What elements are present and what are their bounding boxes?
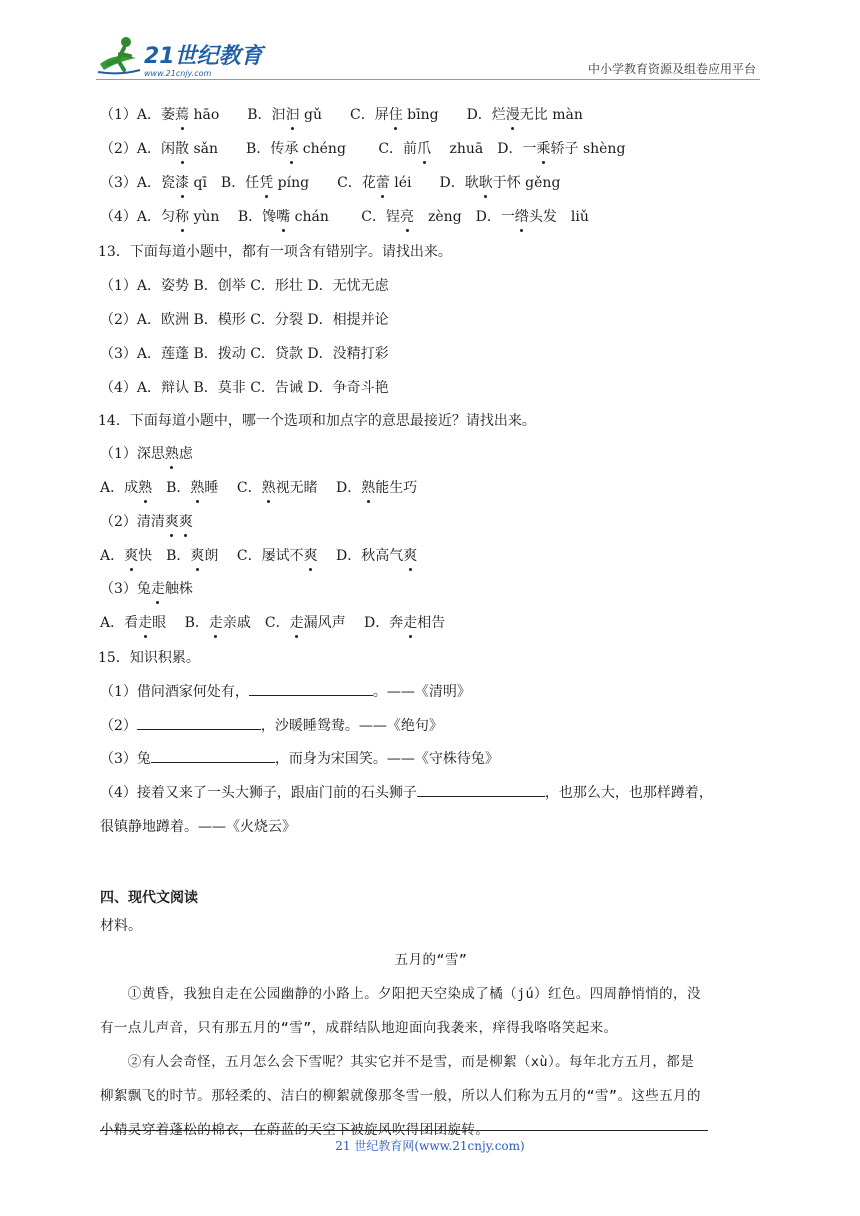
row-text: （4）接着又来了一头大狮子，跟庙门前的石头狮子: [100, 785, 417, 801]
row-text: 视无睹 D．: [275, 480, 362, 496]
row-text: （3）兔: [100, 751, 151, 767]
row-text: 睡 C．: [204, 480, 262, 496]
dotted-char: 蕾: [376, 172, 390, 192]
running-figure-icon: [96, 34, 142, 78]
site-logo[interactable]: [96, 34, 263, 78]
q15-row-4: [100, 782, 713, 802]
row-text: D．秋高气: [317, 548, 404, 564]
q14-sub-2: [100, 511, 193, 531]
q14-options-3: [100, 612, 445, 632]
dotted-char: 爽: [124, 545, 138, 565]
row-text: ，沙暖睡鸳鸯。——《绝句》: [260, 718, 443, 734]
dotted-char: 爽: [190, 545, 204, 565]
passage-title: 五月的“雪”: [394, 952, 468, 968]
header-divider: [96, 79, 760, 80]
row-text: 虑: [178, 446, 193, 462]
passage-line: 小精灵穿着蓬松的棉衣，在蔚蓝的天空下被旋风吹得团团旋转。: [100, 1122, 490, 1138]
row-text: 于怀 gěng: [492, 175, 561, 191]
fill-blank[interactable]: [137, 715, 261, 730]
row-text: ，而身为宋国笑。——《守株待兔》: [274, 751, 499, 767]
dotted-char: 凭: [259, 172, 273, 192]
dotted-char: 走: [151, 578, 165, 598]
row-text: yùn B．馋: [189, 209, 277, 225]
row-text: 无比 màn: [519, 107, 583, 123]
q12-row-3: [100, 172, 560, 192]
dotted-char: 亮: [400, 206, 414, 226]
passage-line: 有一点儿声音，只有那五月的“雪”，成群结队地迎面向我袭来，痒得我咯咯笑起来。: [100, 1020, 618, 1036]
row-text: píng C．花: [273, 175, 376, 191]
dotted-char: 爽: [179, 511, 193, 531]
row-text: chán C．锃: [290, 209, 401, 225]
row-text: （2）清清: [100, 514, 165, 530]
dotted-char: 走: [138, 612, 152, 632]
dotted-char: 承: [284, 138, 298, 158]
row-text: 。——《清明》: [372, 684, 471, 700]
footer-link[interactable]: 21 世纪教育网(www.21cnjy.com): [335, 1139, 525, 1153]
row-text: （3）兔: [100, 581, 151, 597]
dotted-char: 熟: [190, 477, 204, 497]
q13-row-1: （1）A．姿势 B．创举 C．形壮 D．无忧无虑: [100, 278, 389, 294]
row-text: gǔ C．屏: [299, 107, 389, 123]
passage-line: ①黄昏，我独自走在公园幽静的小路上。夕阳把天空染成了橘（jú）红色。四周静悄悄的，没: [100, 986, 701, 1002]
passage-line: ②有人会奇怪，五月怎么会下雪呢？其实它并不是雪，而是柳絮（xù）。每年北方五月，都是: [100, 1054, 695, 1070]
material-label: 材料。: [100, 918, 142, 934]
row-text: bīng D．烂: [402, 107, 506, 123]
dotted-char: 熟: [361, 477, 375, 497]
q15-row-1: [100, 681, 471, 701]
passage-line: 柳絮飘飞的时节。那轻柔的、洁白的柳絮就像那冬雪一般，所以人们称为五月的“雪”。这些五月的: [100, 1088, 701, 1104]
row-text: A．成: [100, 480, 139, 496]
logo-url: www.21cnjy.com: [144, 69, 212, 78]
row-text: hāo B．汩: [189, 107, 286, 123]
row-text: B．: [152, 480, 191, 496]
row-text: léi D．耿: [389, 175, 479, 191]
q12-row-1: [100, 104, 583, 124]
q14-sub-1: [100, 443, 193, 463]
row-text: sǎn B．传: [189, 141, 285, 157]
row-text: （1）A．萎: [100, 107, 176, 123]
dotted-char: 乘: [537, 138, 551, 158]
section-title: 四、现代文阅读: [100, 890, 198, 906]
row-text: （3）A．瓷: [100, 175, 176, 191]
dotted-char: 熟: [138, 477, 152, 497]
dotted-char: 耿: [479, 172, 493, 192]
row-text: 轿子 shèng: [550, 141, 626, 157]
dotted-char: 熟: [165, 443, 179, 463]
dotted-char: 嘴: [276, 206, 290, 226]
fill-blank[interactable]: [417, 782, 545, 797]
dotted-char: 汩: [286, 104, 300, 124]
row-text: zhuā D．一: [431, 141, 537, 157]
dotted-char: 漆: [175, 172, 189, 192]
row-text: 能生巧: [375, 480, 418, 496]
dotted-char: 称: [175, 206, 189, 226]
dotted-char: 爪: [417, 138, 431, 158]
row-text: 触株: [164, 581, 193, 597]
dotted-char: 走: [290, 612, 304, 632]
q15-row-4-cont: 很镇静地蹲着。——《火烧云》: [100, 819, 296, 835]
dotted-char: 漫: [506, 104, 520, 124]
q13-row-4: （4）A．辩认 B．莫非 C．告诫 D．争奇斗艳: [100, 380, 389, 396]
row-text: 朗 C．屡试不: [204, 548, 304, 564]
fill-blank[interactable]: [151, 748, 275, 763]
q14-sub-3: [100, 578, 193, 598]
fill-blank[interactable]: [249, 681, 373, 696]
row-text: （2）: [100, 718, 137, 734]
q12-row-4: [100, 206, 589, 226]
dotted-char: 熟: [262, 477, 276, 497]
q15-row-2: [100, 715, 443, 735]
q14-options-1: [100, 477, 417, 497]
dotted-char: 走: [403, 612, 417, 632]
row-text: 相告: [417, 615, 446, 631]
dotted-char: 走: [209, 612, 223, 632]
q15-row-3: [100, 748, 499, 768]
dotted-char: 爽: [304, 545, 318, 565]
platform-name: 中小学教育资源及组卷应用平台: [587, 62, 756, 76]
dotted-char: 散: [175, 138, 189, 158]
footer-divider: [100, 1130, 708, 1131]
q15-title: 15．知识积累。: [98, 650, 200, 666]
page-header: [96, 34, 760, 80]
q13-row-3: （3）A．莲蓬 B．拨动 C．贷款 D．没精打彩: [100, 346, 389, 362]
row-text: chéng C．前: [298, 141, 418, 157]
dotted-char: 爽: [165, 511, 179, 531]
row-text: 亲戚 C．: [222, 615, 290, 631]
dotted-char: 蔫: [175, 104, 189, 124]
q13-title: 13．下面每道小题中，都有一项含有错别字。请找出来。: [98, 244, 452, 260]
row-text: 眼 B．: [152, 615, 209, 631]
q12-row-2: [100, 138, 625, 158]
row-text: A．看: [100, 615, 139, 631]
row-text: ，也那么大，也那样蹲着，: [544, 785, 713, 801]
row-text: 头发 liǔ: [528, 209, 589, 225]
row-text: A．: [100, 548, 125, 564]
dotted-char: 爽: [403, 545, 417, 565]
row-text: （4）A．匀: [100, 209, 176, 225]
row-text: （1）深思: [100, 446, 165, 462]
q14-options-2: [100, 545, 417, 565]
row-text: zèng D．一: [414, 209, 515, 225]
logo-title: 21世纪教育: [144, 44, 263, 69]
dotted-char: 住: [389, 104, 403, 124]
row-text: 漏风声 D．奔: [303, 615, 404, 631]
row-text: 快 B．: [138, 548, 191, 564]
q13-row-2: （2）A．欧洲 B．模形 C．分裂 D．相提并论: [100, 312, 389, 328]
dotted-char: 绺: [515, 206, 529, 226]
row-text: （1）借问酒家何处有，: [100, 684, 249, 700]
q14-title: 14．下面每道小题中，哪一个选项和加点字的意思最接近？请找出来。: [98, 413, 536, 429]
row-text: （2）A．闲: [100, 141, 176, 157]
row-text: qī B．任: [189, 175, 260, 191]
